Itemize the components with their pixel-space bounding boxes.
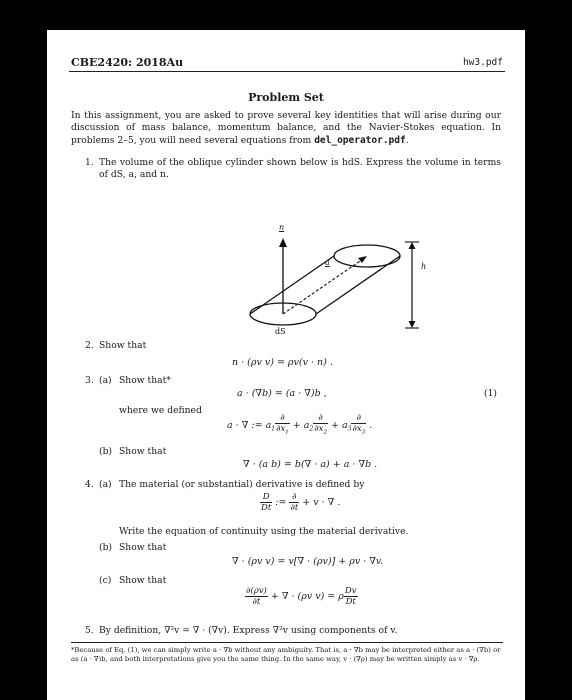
normal-vector-arrowhead [279,238,287,247]
p2-text: Show that [99,340,147,351]
footnote: *Because of Eq. (1), we can simply write a · ∇b without any ambiguity. That is, a · ∇b may be interpreted either as a · (∇b) or as (a · ∇)b, and both interpretations give you the same thing. In the same way, v · (∇ρ) may be written simply as v · ∇ρ. [71,646,501,663]
p5-text: By definition, ∇²v = ∇ · (∇v). Express ∇²v using components of v. [99,625,398,636]
p2-equation: n · (ρv v) = ρv(v · n) . [232,357,333,368]
partial-x1-fraction: $\frac{\partial}{\partial x_1}$ [276,413,289,436]
p4a-equation: $\frac{D}{Dt}$ := $\frac{\partial}{\partial t}$ + v · ∇ . [261,492,341,513]
p4b-equation: ∇ · (ρv v) = v[∇ · (ρv)] + ρv · ∇v. [232,556,384,567]
p4-number: 4. [85,479,94,490]
document-page [47,30,525,700]
height-arrow-bottom [409,321,416,328]
cylinder-side-left [250,256,334,314]
footnote-rule [71,642,503,643]
course-header: CBE2420: 2018Au [71,56,184,69]
a-vector-line [283,259,363,314]
where-eq-lhs: a · ∇ := [227,419,263,431]
p3-number: 3. [85,375,94,386]
partial-x2-fraction: $\frac{\partial}{\partial x_2}$ [314,413,327,436]
partial-x3-fraction: $\frac{\partial}{\partial x_3}$ [352,413,366,436]
p3-where-equation: a · ∇ := $a_1$ $\frac{\partial}{\partial x_1}$ + $a_2$ $\frac{\partial}{\partial x_2}$ + $a_3$ $\frac{\partial}{\partial x_3}$ . [227,413,373,436]
p1-text: The volume of the oblique cylinder shown below is hdS. Express the volume in terms of dS, a, and n. [99,157,501,181]
header-rule [69,71,505,72]
p3a-label: (a) [99,375,112,386]
p4b-label: (b) [99,542,113,553]
height-arrow-top [409,242,416,249]
p3b-text: Show that [119,446,167,457]
intro-text: In this assignment, you are asked to prove several key identities that will arise during our discussion of mass balance, momentum balance, and the Navier-Stokes equation. In problems 2–5, you will need several equations from [71,110,501,146]
file-name-header: hw3.pdf [462,57,503,68]
intro-paragraph [71,110,501,147]
material-derivative-v-fraction: $\frac{Dv}{Dt}$ [344,586,357,607]
figure-label-n: n [279,223,285,232]
p2-number: 2. [85,340,94,351]
p3a-text: Show that* [119,375,171,386]
figure-label-ds: dS [275,327,286,336]
page-title: Problem Set [248,91,324,104]
p5-number: 5. [85,625,94,636]
partial-rho-v-fraction: $\frac{\partial(\rho v)}{\partial t}$ [246,586,267,607]
figure-label-h: h [421,262,427,271]
intro-file-ref: del_operator.pdf [314,134,406,146]
p4c-equation [245,586,358,607]
p1-number: 1. [85,157,94,168]
material-derivative-fraction: $\frac{D}{Dt}$ [261,492,272,513]
p3-where-text: where we defined [119,405,202,416]
figure-label-a: a [325,258,330,267]
p3b-label: (b) [99,446,113,457]
p3b-equation: ∇ · (a b) = b(∇ · a) + a · ∇b . [243,459,378,470]
p4a-text: The material (or substantial) derivative is defined by [119,479,365,490]
intro-end: . [405,134,409,146]
p4c-equation-mid: + ∇ · (ρv v) = ρ [270,591,344,602]
oblique-cylinder-figure [237,218,437,338]
p4a-equation-tail: + v · ∇ . [302,497,341,508]
p4a-label: (a) [99,479,112,490]
equation-number-1: (1) [484,388,498,399]
p4b-text: Show that [119,542,167,553]
p3a-equation: a · (∇b) = (a · ∇)b , [237,388,327,399]
p4c-label: (c) [99,575,112,586]
partial-t-fraction: $\frac{\partial}{\partial t}$ [290,492,299,513]
p4c-text: Show that [119,575,167,586]
p4-write-text: Write the equation of continuity using the material derivative. [119,526,409,537]
